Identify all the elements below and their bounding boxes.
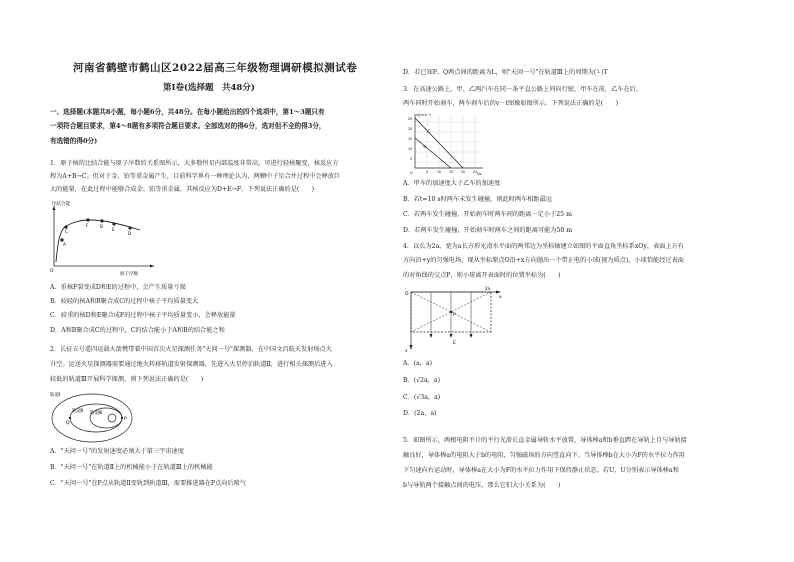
svg-text:10: 10 [408, 147, 413, 151]
svg-text:D: D [128, 231, 132, 236]
q2-option-d: D．若已知P、Q两点间的距离为L，则"天问一号"在轨道Ⅲ上的周期为(L)T [403, 69, 608, 76]
q3-stem: 3．在高速公路上，甲、乙两汽车在同一条平直公路上同向行驶，甲车在前，乙车在后， [403, 86, 643, 93]
q5-stem: 5．如图所示，两根电阻不计的平行光滑长直金属导轨水平放置，导体棒a和b垂直跨在导轨上且与导轨接 [403, 437, 687, 444]
svg-text:C: C [65, 229, 68, 234]
svg-text:B: B [100, 224, 103, 229]
q4-option: D．(2a，a) [403, 410, 437, 417]
svg-text:20: 20 [408, 127, 413, 131]
svg-text:P: P [124, 417, 127, 422]
q4-option: B．(√2a，a) [403, 377, 441, 384]
mars [108, 414, 116, 422]
q2-stem: 较低的轨道Ⅲ开展科学探测，则下列说法正确的是( ) [50, 376, 204, 383]
q5-stem: 下匀速向右运动时，导体棒a在大小为F的水平拉力作用下保持静止状态。若U、U分别表示导体棒a和 [403, 467, 679, 474]
svg-text:轨道Ⅱ: 轨道Ⅱ [72, 409, 84, 414]
q5-stem: b与导轨两个接触点间的电压，那么它们大小关系为( ) [403, 482, 561, 489]
graph-xlabel: 原子序数 [120, 272, 138, 277]
right-column [397, 0, 794, 562]
q2-option: C．"天问一号"在P点从轨道Ⅱ变轨到轨道Ⅲ，需要推进器在P点向后喷气 [50, 480, 246, 487]
section-heading: 第Ⅰ卷(选择题 共48分) [163, 83, 255, 93]
q3-option: B．若t=10 s时两车未发生碰撞，则此时两车相距最远 [403, 196, 552, 203]
q5-stem: 触良好，导体棒a的电阻大于b的电阻，匀强磁场的方向竖直向下。当导体棒b在大小为F的水平拉力作用 [403, 452, 685, 459]
q4-option: A．(a，a) [403, 360, 433, 367]
q4-field-figure [405, 286, 505, 352]
svg-text:x: x [499, 295, 502, 300]
svg-text:E: E [453, 341, 456, 346]
q2-stem: 升空。运送火星探测器需要通过地火转移轨道发射探测器，先进入火星停泊轨道Ⅱ，进行相关探测后进入 [50, 361, 333, 368]
q2-stem: 2．长征五号遥四运载火箭携带着中国首次火星探测任务"天问一号"探测器，在中国文昌航天发射场点火 [50, 346, 332, 353]
svg-text:O: O [405, 292, 409, 297]
q1-option: D．A和B聚合成C的过程中，C的结合能小于A和B的结合能之和 [50, 327, 225, 334]
svg-text:t/s: t/s [477, 172, 482, 176]
instruction-line: 一、选择题(本题共8小题，每小题6分，共48分。在每小题给出的四个选项中，第1～3题只有 [50, 108, 325, 116]
q1-option: C．较重的核D和E聚合成F的过程中核子平均质量变小，会释放能量 [50, 312, 236, 319]
point-f [86, 218, 89, 221]
q3-option: A．甲车的加速度大于乙车的加速度 [403, 180, 501, 187]
series-jia [415, 138, 451, 168]
svg-text:P: P [453, 313, 456, 318]
q4-option: C．(√3a，a) [403, 394, 441, 401]
svg-text:5: 5 [410, 157, 413, 161]
svg-text:乙: 乙 [427, 129, 431, 133]
graph-origin: O [50, 269, 54, 274]
svg-text:5: 5 [426, 170, 429, 174]
vt-graph [407, 112, 487, 176]
svg-text:v/(m·s⁻¹): v/(m·s⁻¹) [416, 113, 432, 117]
instruction-line: 有选错的得0分) [50, 137, 98, 145]
point-d [128, 226, 131, 229]
svg-text:甲: 甲 [423, 145, 427, 149]
q2-option: B．"天问一号"在轨道Ⅱ上的机械能小于在轨道Ⅲ上的机械能 [50, 464, 213, 471]
svg-text:轨道Ⅲ: 轨道Ⅲ [90, 411, 103, 416]
q3-option: D．若两车发生碰撞，开始刹车时两车之间的距离可能为50 m [403, 227, 573, 234]
q4-stem: 的对角线的交点P，则小球离开表面时的位置坐标为( ) [403, 272, 561, 279]
q2-option: A．"天问一号"的发射速度必须大于第三宇宙速度 [50, 448, 184, 455]
binding-energy-graph [50, 200, 160, 278]
q1-option: A．重核F裂变成D和E的过程中，会产生质量亏损 [50, 284, 186, 291]
svg-text:Q: Q [66, 421, 70, 426]
q3-stem: 两车同时开始刹车，两车刹车后的v－t图像如图所示。下列说法正确的是( ) [403, 100, 618, 107]
page-title: 河南省鹤壁市鹤山区2022届高三年级物理调研模拟测试卷 [73, 62, 358, 74]
svg-text:E: E [112, 227, 115, 232]
svg-text:10: 10 [437, 170, 442, 174]
svg-text:A: A [63, 242, 66, 247]
svg-text:2a: 2a [485, 286, 490, 291]
svg-text:20: 20 [461, 170, 466, 174]
svg-text:25: 25 [408, 117, 413, 121]
q4-stem: 方向沿+y的匀强电场，现从坐标原点O沿+x方向抛出一个带正电的小球(视为质点)，小球恰能经过表面 [403, 257, 684, 264]
svg-text:F: F [86, 223, 89, 228]
orbit-figure [50, 390, 140, 444]
q1-stem: 程为A+B→C。但对于金、铂等重金属产生，目前科学界有一种理论认为，两颗中子星合并过程中会释放巨 [50, 173, 341, 180]
svg-text:15: 15 [449, 170, 454, 174]
instruction-line: 一项符合题目要求，第4～8题有多项符合题目要求。全部选对的得6分，选对但不全的得3分， [50, 122, 326, 130]
svg-text:25: 25 [473, 170, 478, 174]
svg-text:轨道Ⅰ: 轨道Ⅰ [50, 393, 61, 398]
graph-ylabel: 比结合能 [52, 202, 70, 207]
svg-text:y: y [405, 349, 408, 352]
svg-text:O: O [410, 171, 413, 175]
q1-stem: 大的能量，在此过程中能够合成金、铂等重金属，其核反应为D+E→F。下列说法正确的是( ) [50, 186, 315, 193]
q3-option: C．若两车发生碰撞，开始刹车时两车间的距离一定小于25 m [403, 211, 572, 218]
svg-text:15: 15 [408, 137, 413, 141]
q1-option: B．较轻的核A和B聚合成C的过程中核子平均质量变大 [50, 298, 199, 305]
point-e [112, 222, 115, 225]
q4-stem: 4．以长为2a、宽为a长方形光滑水平面的两邻边为坐标轴建立如图的平面直角坐标系xOy，表面上方有 [403, 243, 684, 250]
orbit-i [52, 394, 132, 442]
point-b [100, 219, 103, 222]
q1-stem: 1．原子核的比结合能与原子序数的关系图所示，大多数恒星内部温度非常高，可进行轻核聚变，核反应方 [50, 160, 339, 167]
